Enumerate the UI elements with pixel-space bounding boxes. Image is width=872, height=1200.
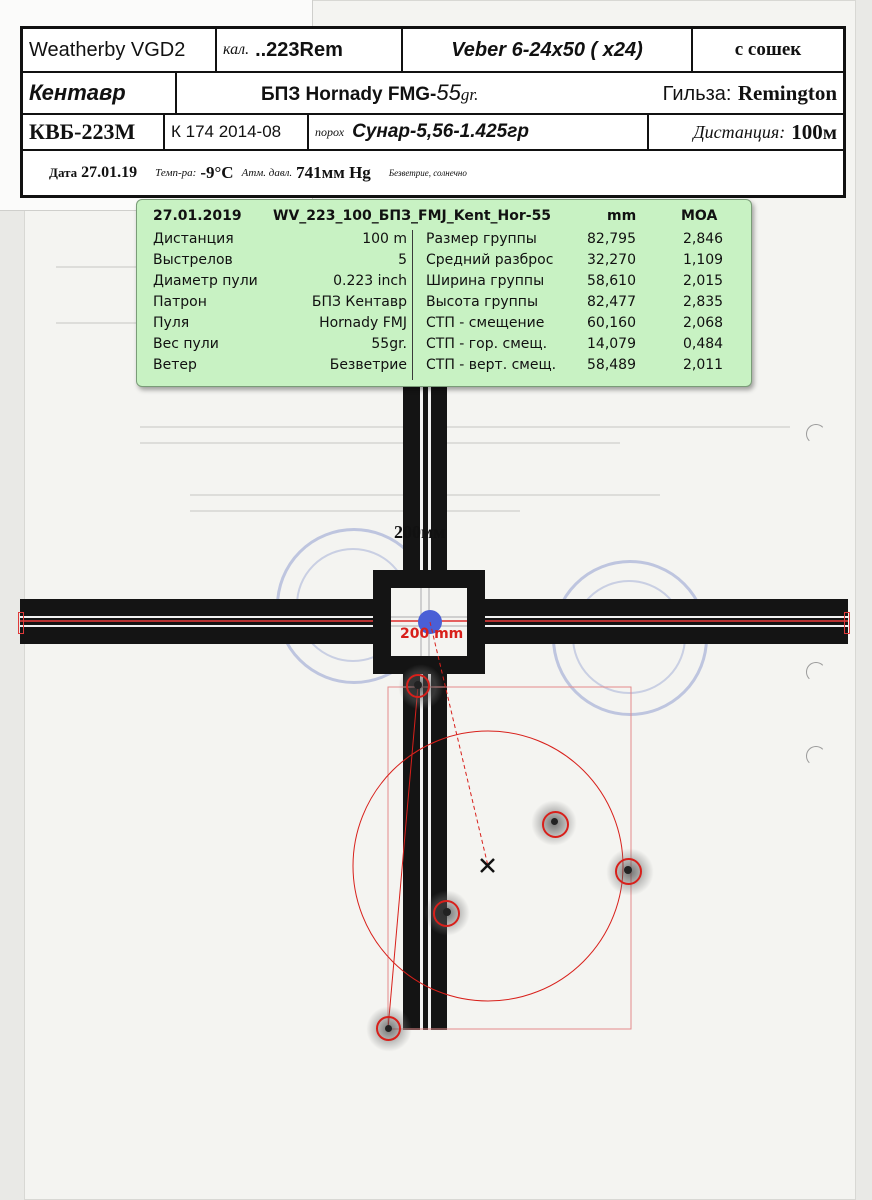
group-bounding-box xyxy=(388,687,631,1029)
bullet-prefix: БПЗ Hornady FMG- xyxy=(261,84,437,105)
stats-session: WV_223_100_БПЗ_FMJ_Kent_Hor-55 xyxy=(273,208,552,224)
stat-moa: 2,068 xyxy=(683,315,724,331)
stats-divider xyxy=(412,230,413,380)
stat-label: Дистанция xyxy=(153,231,234,247)
stat-mm: 82,477 xyxy=(587,294,636,310)
date-value: 27.01.19 xyxy=(81,164,138,181)
stat-mm: 60,160 xyxy=(587,315,636,331)
weather-value: Безветрие, солнечно xyxy=(388,168,467,178)
pressure-value: 741мм Hg xyxy=(296,163,371,182)
temp-value: -9°С xyxy=(200,163,234,182)
center-size-label: 200 mm xyxy=(400,626,464,642)
offset-line xyxy=(430,622,488,866)
hit-ring xyxy=(433,900,460,927)
case-value: Remington xyxy=(737,80,837,105)
stat-moa: 0,484 xyxy=(683,336,724,352)
stat-moa: 2,015 xyxy=(683,273,724,289)
group-stats-panel xyxy=(136,199,752,387)
stat-moa: 2,011 xyxy=(683,357,724,373)
stat-mm: 14,079 xyxy=(587,336,636,352)
stat-mm: 32,270 xyxy=(587,252,636,268)
stat-label: Вес пули xyxy=(153,336,219,352)
powder-label: порох xyxy=(315,124,345,139)
stat-label: СТП - верт. смещ. xyxy=(426,357,557,373)
stat-value: Hornady FMJ xyxy=(319,315,407,331)
pressure-label: Атм. давл. xyxy=(241,167,293,179)
hit-ring xyxy=(615,858,642,885)
stat-label: Патрон xyxy=(153,294,207,310)
stats-col-moa: MOA xyxy=(681,208,718,224)
lot-cell: К 174 2014-08 xyxy=(165,115,309,151)
stat-label: СТП - гор. смещ. xyxy=(426,336,548,352)
group-size-line xyxy=(388,686,418,1029)
stat-label: Размер группы xyxy=(426,231,537,247)
stat-label: Диаметр пули xyxy=(153,273,258,289)
hit-ring xyxy=(406,674,430,698)
stat-label: Средний разброс xyxy=(426,252,554,268)
shooter-cell: Кентавр xyxy=(23,73,177,115)
top-size-label: 200мм xyxy=(394,522,446,542)
stat-label: Пуля xyxy=(153,315,190,331)
stat-label: Ветер xyxy=(153,357,197,373)
stat-mm: 82,795 xyxy=(587,231,636,247)
case-label: Гильза: xyxy=(662,82,732,105)
rifle-cell: Weatherby VGD2 xyxy=(23,29,217,73)
stat-label: СТП - смещение xyxy=(426,315,545,331)
support-cell: с сошек xyxy=(693,29,843,73)
bullet-unit: gr. xyxy=(460,85,479,104)
stat-value: 55gr. xyxy=(371,336,407,352)
caliber-label: кал. xyxy=(223,41,250,58)
stat-label: Ширина группы xyxy=(426,273,545,289)
stat-label: Выстрелов xyxy=(153,252,233,268)
stat-mm: 58,489 xyxy=(587,357,636,373)
stat-mm: 58,610 xyxy=(587,273,636,289)
powder-value: Сунар-5,56-1.425гр xyxy=(352,121,529,142)
stats-date: 27.01.2019 xyxy=(153,208,242,224)
stat-value: 0.223 inch xyxy=(333,273,407,289)
stat-label: Высота группы xyxy=(426,294,538,310)
hit-ring xyxy=(376,1016,401,1041)
temp-label: Темп-ра: xyxy=(155,167,197,179)
stat-value: БПЗ Кентавр xyxy=(311,294,407,310)
caliber-value: ..223Rem xyxy=(255,38,343,61)
date-label: Дата xyxy=(49,165,78,180)
stats-col-mm: mm xyxy=(607,208,637,224)
scope-cell: Veber 6-24x50 ( x24) xyxy=(403,29,693,73)
stat-value: Безветрие xyxy=(329,357,407,373)
distance-value: 100м xyxy=(791,119,837,144)
stat-moa: 1,109 xyxy=(683,252,724,268)
stat-moa: 2,846 xyxy=(683,231,724,247)
cartridge-cell: КВБ-223М xyxy=(23,115,165,151)
stat-value: 5 xyxy=(398,252,407,268)
stat-moa: 2,835 xyxy=(683,294,724,310)
bullet-weight: 55 xyxy=(436,80,461,105)
stat-value: 100 m xyxy=(362,231,407,247)
hit-ring xyxy=(542,811,569,838)
distance-label: Дистанция: xyxy=(693,121,786,142)
